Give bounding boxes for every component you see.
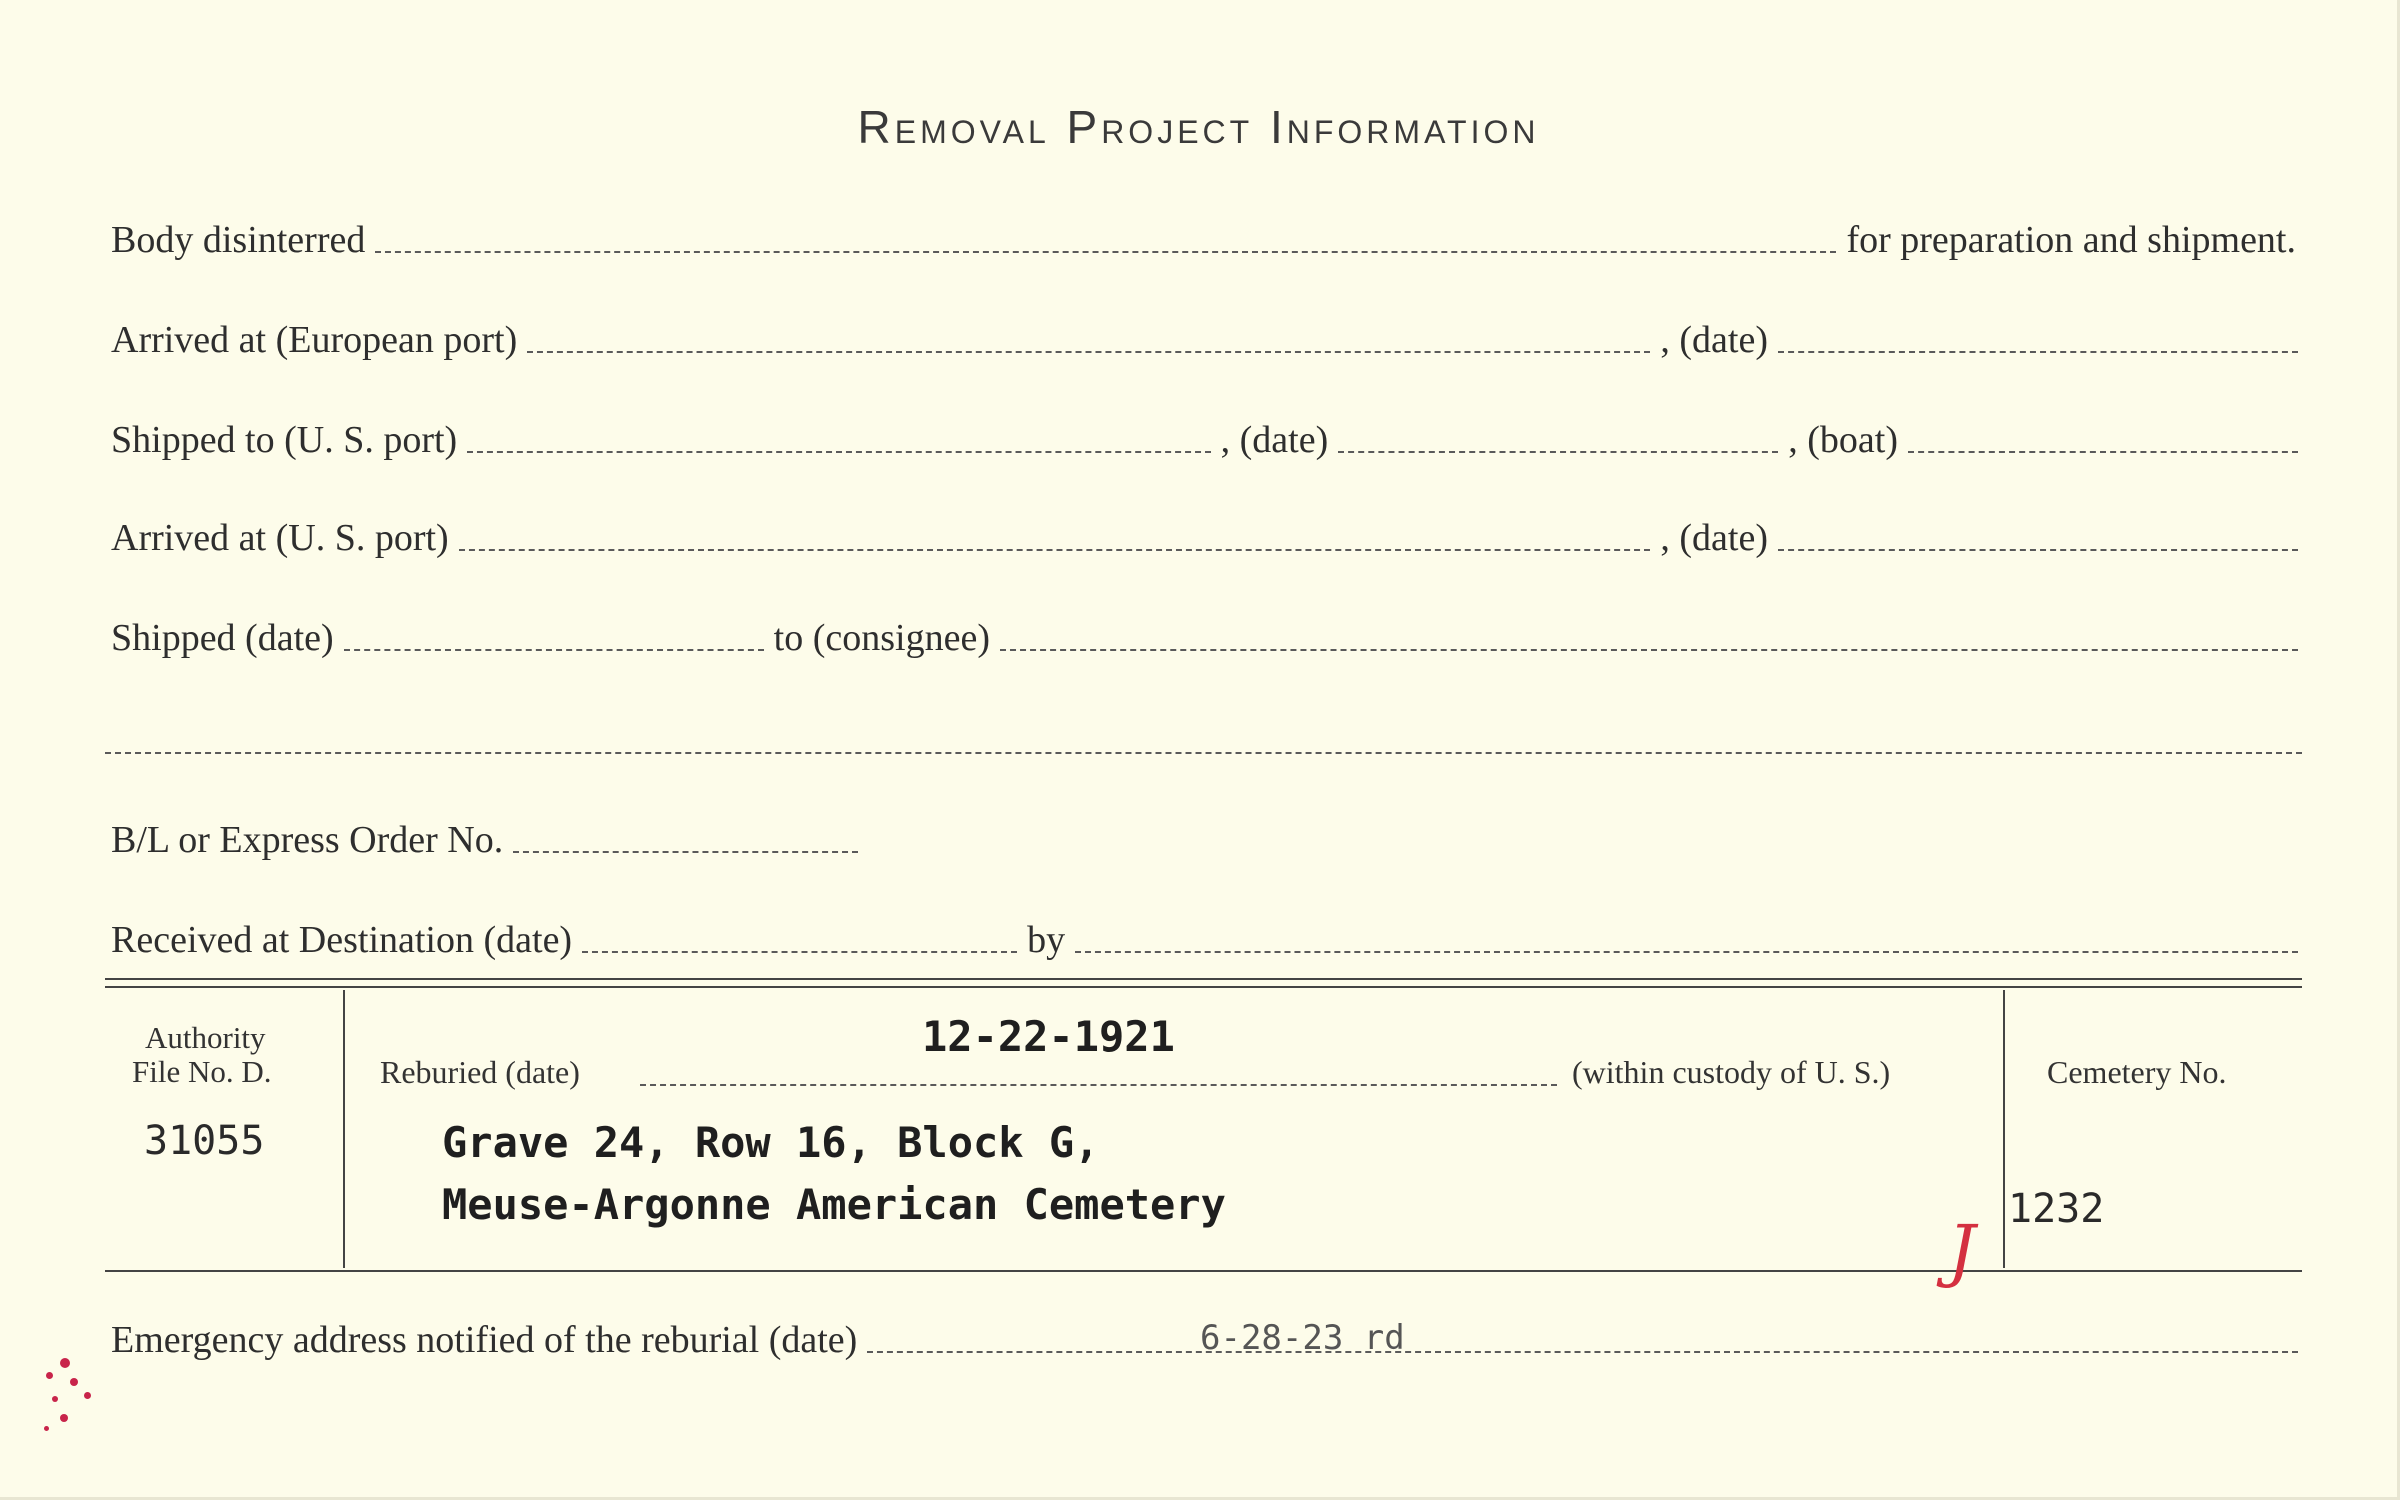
reburied-label: Reburied (date) xyxy=(380,1054,580,1090)
authority-file-number: 31055 xyxy=(144,1118,265,1164)
form-title: Removal Project Information xyxy=(857,101,1540,153)
label-body-disinterred: Body disinterred xyxy=(111,219,366,261)
label-to-consignee: to (consignee) xyxy=(773,617,990,659)
file-no-label: File No. D. xyxy=(132,1054,272,1089)
row-bl-order xyxy=(105,818,2302,862)
blank-emergency-date xyxy=(867,1351,2298,1353)
blank-european-port xyxy=(527,351,1650,353)
ink-speck xyxy=(84,1392,91,1399)
row-arrived-us xyxy=(105,516,2302,560)
label-date: , (date) xyxy=(1660,319,1768,361)
row-shipped-consignee xyxy=(105,616,2302,660)
blank-received-date xyxy=(582,951,1017,953)
emergency-date-value: 6-28-23 rd xyxy=(1200,1318,1405,1358)
row-shipped-to-us xyxy=(105,418,2302,462)
blank-consignee xyxy=(1000,649,2298,651)
label-emergency: Emergency address notified of the reburial (date) xyxy=(111,1319,858,1361)
blank-reburied-date xyxy=(640,1084,1557,1086)
grave-location-line-1: Grave 24, Row 16, Block G, xyxy=(442,1118,1100,1167)
ink-speck xyxy=(46,1372,53,1379)
handwritten-initial: J xyxy=(1948,1212,1976,1291)
blank-european-date xyxy=(1778,351,2298,353)
blank-shipped-date xyxy=(344,649,764,651)
cemetery-number: 1232 xyxy=(2008,1186,2105,1232)
blank-arrived-us-port xyxy=(459,549,1651,551)
ink-speck xyxy=(44,1426,49,1431)
label-arrived-european: Arrived at (European port) xyxy=(111,319,518,361)
label-shipped-date: Shipped (date) xyxy=(111,617,334,659)
box-divider-left xyxy=(343,990,345,1268)
cemetery-no-label: Cemetery No. xyxy=(2047,1054,2227,1090)
label-by: by xyxy=(1027,919,1066,961)
ink-speck xyxy=(60,1358,70,1368)
label-received-destination: Received at Destination (date) xyxy=(111,919,573,961)
label-arrived-us: Arrived at (U. S. port) xyxy=(111,517,449,559)
blank-us-port xyxy=(467,451,1210,453)
blank-received-by xyxy=(1075,951,2298,953)
label-boat: , (boat) xyxy=(1788,419,1898,461)
row-received-destination xyxy=(105,918,2302,962)
label-for-preparation: for preparation and shipment. xyxy=(1846,219,2296,261)
blank-body-disinterred xyxy=(375,251,1836,253)
ink-speck xyxy=(70,1378,78,1386)
row-arrived-european xyxy=(105,318,2302,362)
grave-location-line-2: Meuse-Argonne American Cemetery xyxy=(442,1180,1226,1229)
blank-consignee-continued xyxy=(105,752,2302,754)
reburied-date-value: 12-22-1921 xyxy=(922,1012,1175,1061)
row-body-disinterred xyxy=(105,218,2302,262)
blank-boat xyxy=(1908,451,2298,453)
box-divider-right xyxy=(2003,990,2005,1268)
ink-speck xyxy=(60,1414,68,1422)
custody-label: (within custody of U. S.) xyxy=(1572,1054,1891,1090)
authority-label: Authority xyxy=(145,1020,266,1055)
blank-bl-order xyxy=(513,851,858,853)
box-top-rule-2 xyxy=(105,986,2302,988)
label-shipped-to-us: Shipped to (U. S. port) xyxy=(111,419,458,461)
label-date: , (date) xyxy=(1220,419,1329,461)
label-date: , (date) xyxy=(1660,517,1768,559)
label-bl-order: B/L or Express Order No. xyxy=(111,819,504,861)
blank-arrived-us-date xyxy=(1778,549,2298,551)
box-top-rule xyxy=(105,978,2302,980)
blank-ship-date xyxy=(1338,451,1778,453)
ink-speck xyxy=(52,1396,58,1402)
